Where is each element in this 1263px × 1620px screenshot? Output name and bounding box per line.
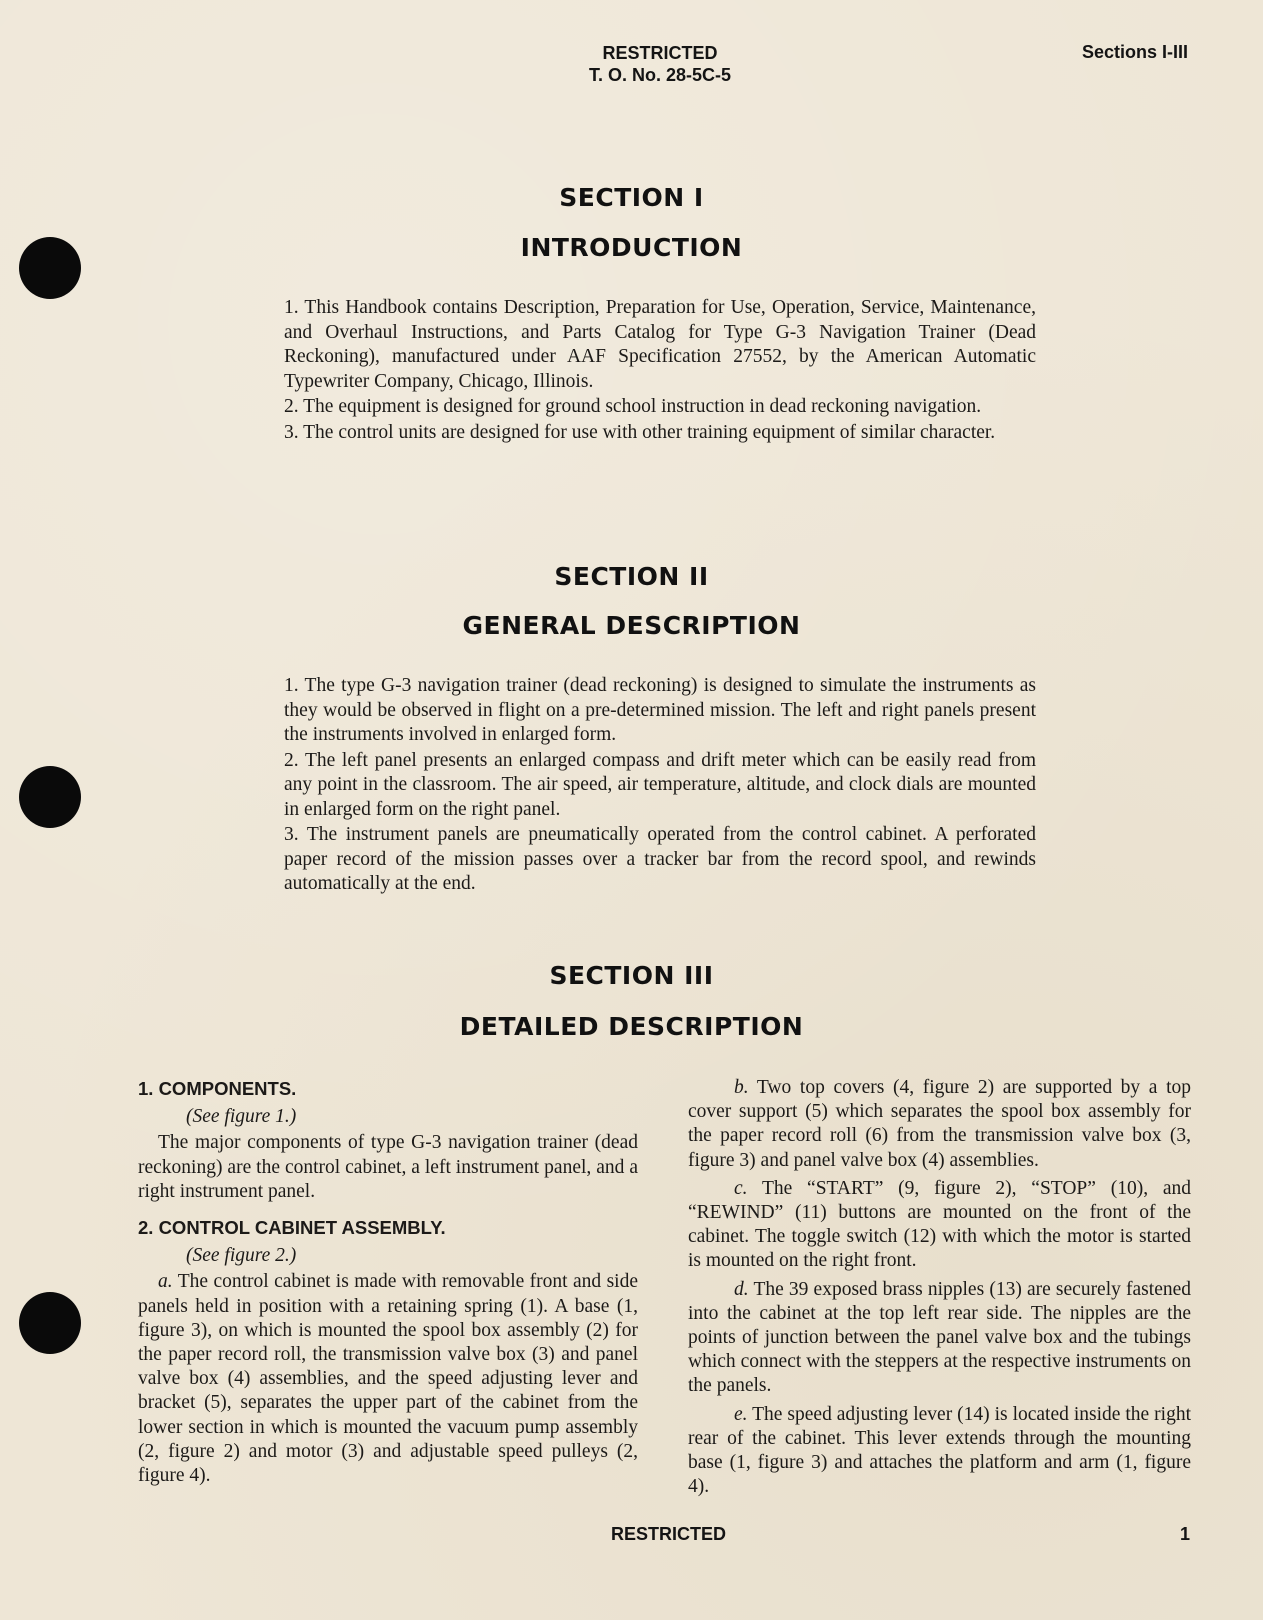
paragraph: 2. The equipment is designed for ground school instruction in dead reckoning navigation. bbox=[284, 396, 982, 417]
right-column bbox=[688, 1076, 1191, 1503]
paragraph: 2. The left panel presents an enlarged compass and drift meter which can be easily read from any point in the classroom. The air speed, air temperature, altitude, and clock dials are mounted in enlarged form on the right panel. bbox=[284, 749, 1036, 820]
cabinet-item-d bbox=[688, 1278, 1191, 1399]
cabinet-item-c bbox=[688, 1177, 1191, 1274]
cabinet-item-b bbox=[688, 1076, 1191, 1173]
components-figure-ref: (See figure 1.) bbox=[186, 1106, 297, 1128]
cabinet-figure-ref: (See figure 2.) bbox=[186, 1245, 297, 1267]
item-letter: a. bbox=[158, 1271, 173, 1293]
item-letter: e. bbox=[734, 1403, 748, 1425]
item-letter: b. bbox=[734, 1077, 749, 1098]
section-3-title: DETAILED DESCRIPTION bbox=[459, 1012, 804, 1041]
header-sections-range: Sections I-III bbox=[1081, 42, 1188, 62]
cabinet-heading: 2. CONTROL CABINET ASSEMBLY. bbox=[138, 1217, 446, 1239]
item-text: The 39 exposed brass nipples (13) are securely fastened into the cabinet at the top left rear side. The nipples are the points of junction between the panel valve box and the tubings which connect with the steppers at the respective instruments on the panels. bbox=[688, 1278, 1192, 1397]
section-3-number: SECTION III bbox=[549, 961, 714, 990]
item-text: The “START” (9, figure 2), “STOP” (10), and “REWIND” (11) buttons are mounted on the front of the cabinet. The toggle switch (12) with which the motor is started is mounted on the right front. bbox=[688, 1177, 1192, 1272]
section-1-body bbox=[284, 296, 1036, 446]
item-letter: d. bbox=[734, 1278, 749, 1300]
section-1-number: SECTION I bbox=[559, 183, 704, 212]
page-number: 1 bbox=[1180, 1524, 1191, 1544]
binder-hole-bottom bbox=[19, 1292, 81, 1354]
left-column bbox=[138, 1077, 638, 1492]
header-tech-order: T. O. No. 28-5C-5 bbox=[588, 65, 732, 85]
cabinet-item-a bbox=[138, 1270, 638, 1488]
footer-classification: RESTRICTED bbox=[611, 1524, 727, 1544]
item-text: The speed adjusting lever (14) is located inside the right rear of the cabinet. This lever extends through the mounting base (1, figure 3) and attaches the platform and arm (1, figure 4). bbox=[688, 1403, 1191, 1498]
section-2-number: SECTION II bbox=[554, 562, 709, 591]
section-1-title: INTRODUCTION bbox=[520, 233, 743, 262]
components-text: The major components of type G-3 navigation trainer (dead reckoning) are the control cabinet, a left instrument panel, and a right instrument panel. bbox=[138, 1132, 638, 1202]
section-2-title: GENERAL DESCRIPTION bbox=[462, 611, 801, 640]
paragraph: 1. This Handbook contains Description, Preparation for Use, Operation, Service, Maintenance, and Overhaul Instructions, and Parts Catalog for Type G-3 Navigation Trainer (Dead Reckoning), manufactured under AAF Specification 27552, by the American Automatic Typewriter Company, Chicago, Illinois. bbox=[284, 297, 1036, 392]
page-header bbox=[560, 42, 760, 86]
components-heading: 1. COMPONENTS. bbox=[138, 1078, 297, 1099]
cabinet-item-e bbox=[688, 1403, 1191, 1500]
paragraph: 3. The instrument panels are pneumatically operated from the control cabinet. A perforated paper record of the mission passes over a tracker bar from the record spool, and rewinds automatically at the end. bbox=[284, 824, 1036, 894]
paragraph: 1. The type G-3 navigation trainer (dead reckoning) is designed to simulate the instruments as they would be observed in flight on a pre-determined mission. The left and right panels present the instruments involved in enlarged form. bbox=[284, 675, 1036, 745]
section-2-body bbox=[284, 674, 1036, 898]
binder-hole-middle bbox=[19, 766, 81, 828]
header-classification: RESTRICTED bbox=[602, 43, 718, 63]
item-letter: c. bbox=[734, 1177, 748, 1199]
paragraph: 3. The control units are designed for use with other training equipment of similar character. bbox=[284, 421, 996, 443]
item-text: The control cabinet is made with removable front and side panels held in position with a retaining spring (1). A base (1, figure 3), on which is mounted the spool box assembly (2) for the paper record roll, the transmission valve box (3) and panel valve box (4) assemblies, and the speed adjusting lever and bracket (5), separates the upper part of the cabinet from the lower section in which is mounted the vacuum pump assembly (2, figure 2) and motor (3) and adjustable speed pulleys (2, figure 4). bbox=[138, 1271, 638, 1487]
item-text: Two top covers (4, figure 2) are supported by a top cover support (5) which separates the spool box assembly for the paper record roll (6) from the transmission valve box (3, figure 3) and panel valve box (4) assemblies. bbox=[688, 1077, 1191, 1171]
